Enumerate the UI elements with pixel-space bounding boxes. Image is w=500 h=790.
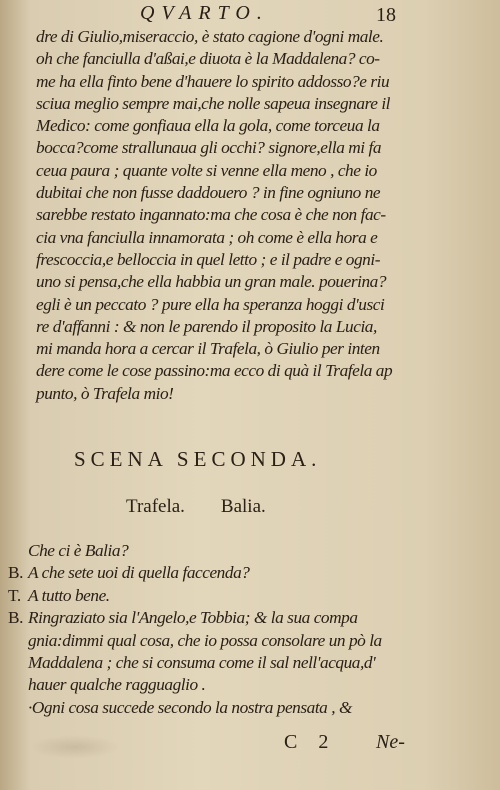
text-line: Medico: come gonfiaua ella la gola, come torceua la	[36, 116, 380, 136]
running-title: QVARTO.	[140, 2, 269, 24]
running-head	[0, 2, 500, 24]
text-line: re d'affanni : & non le parendo il proposito la Lucia,	[36, 316, 377, 336]
speech-text: hauer qualche ragguaglio .	[28, 675, 206, 695]
speech-text: Che ci è Balia?	[28, 541, 129, 560]
dialogue-line	[8, 652, 488, 674]
text-line: ceua paura ; quante volte si venne ella meno , che io	[36, 160, 377, 180]
speech-text: ·Ogni cosa succede secondo la nostra pensata , &	[28, 697, 352, 717]
speaker-label: B.	[8, 608, 23, 628]
speech-text: Ringraziato sia l'Angelo,e Tobbia; & la sua compa	[28, 608, 358, 628]
speech-text: A tutto bene.	[28, 585, 110, 605]
dialogue-line	[8, 540, 488, 562]
speech-text: Maddalena ; che si consuma come il sal nell'acqua,d'	[28, 653, 376, 673]
text-line: egli è un peccato ? pure ella ha speranza hoggi d'usci	[36, 294, 385, 314]
cast-list	[126, 496, 266, 518]
text-line: dubitai che non fusse daddouero ? in fine ogniuno ne	[36, 183, 381, 203]
text-line: sarebbe restato ingannato:ma che cosa è che non fac-	[36, 205, 386, 225]
dialogue-line	[8, 674, 488, 696]
text-line: me ha ella finto bene d'hauere lo spirito addosso?e riu	[36, 71, 390, 91]
cast-member: Balia.	[220, 496, 266, 517]
dialogue-line	[8, 607, 488, 629]
text-line: bocca?come strallunaua gli occhi? signore,ella mi fa	[36, 138, 382, 158]
speaker-label: B.	[8, 563, 23, 583]
text-line: sciua meglio sempre mai,che nolle sapeua insegnare il	[36, 93, 391, 113]
cast-member: Trafela.	[126, 496, 185, 517]
dialogue-line	[8, 697, 488, 719]
speech-text: gnia:dimmi qual cosa, che io possa consolare un pò la	[28, 630, 382, 650]
text-line: frescoccia,e belloccia in quel letto ; e il padre e ogni-	[36, 249, 381, 269]
text-line: dre di Giulio,miseraccio, è stato cagione d'ogni male.	[36, 27, 384, 46]
page-number: 18	[376, 4, 396, 26]
text-line: dere come le cose passino:ma ecco di quà il Trafela ap	[36, 361, 393, 381]
dialogue-line	[8, 585, 488, 607]
catchword: Ne-	[376, 731, 405, 753]
speech-text: A che sete uoi di quella faccenda?	[28, 563, 250, 583]
text-line: mi manda hora a cercar il Trafela, ò Giulio per inten	[36, 339, 380, 359]
text-line: punto, ò Trafela mio!	[36, 383, 174, 403]
text-line: oh che fanciulla d'aßai,e diuota è la Maddalena? co-	[36, 49, 380, 69]
dialogue-line	[8, 562, 488, 584]
dialogue-block	[8, 540, 488, 719]
text-line: cia vna fanciulla innamorata ; oh come è ella hora e	[36, 227, 378, 247]
page-footer	[0, 731, 500, 761]
signature-mark: C 2	[284, 731, 337, 753]
scene-heading: SCENA SECONDA.	[74, 447, 322, 471]
text-line: uno si pensa,che ella habbia un gran male. pouerina?	[36, 272, 387, 292]
speaker-label: T.	[8, 585, 21, 605]
main-text-block	[36, 26, 466, 405]
dialogue-line	[8, 630, 488, 652]
